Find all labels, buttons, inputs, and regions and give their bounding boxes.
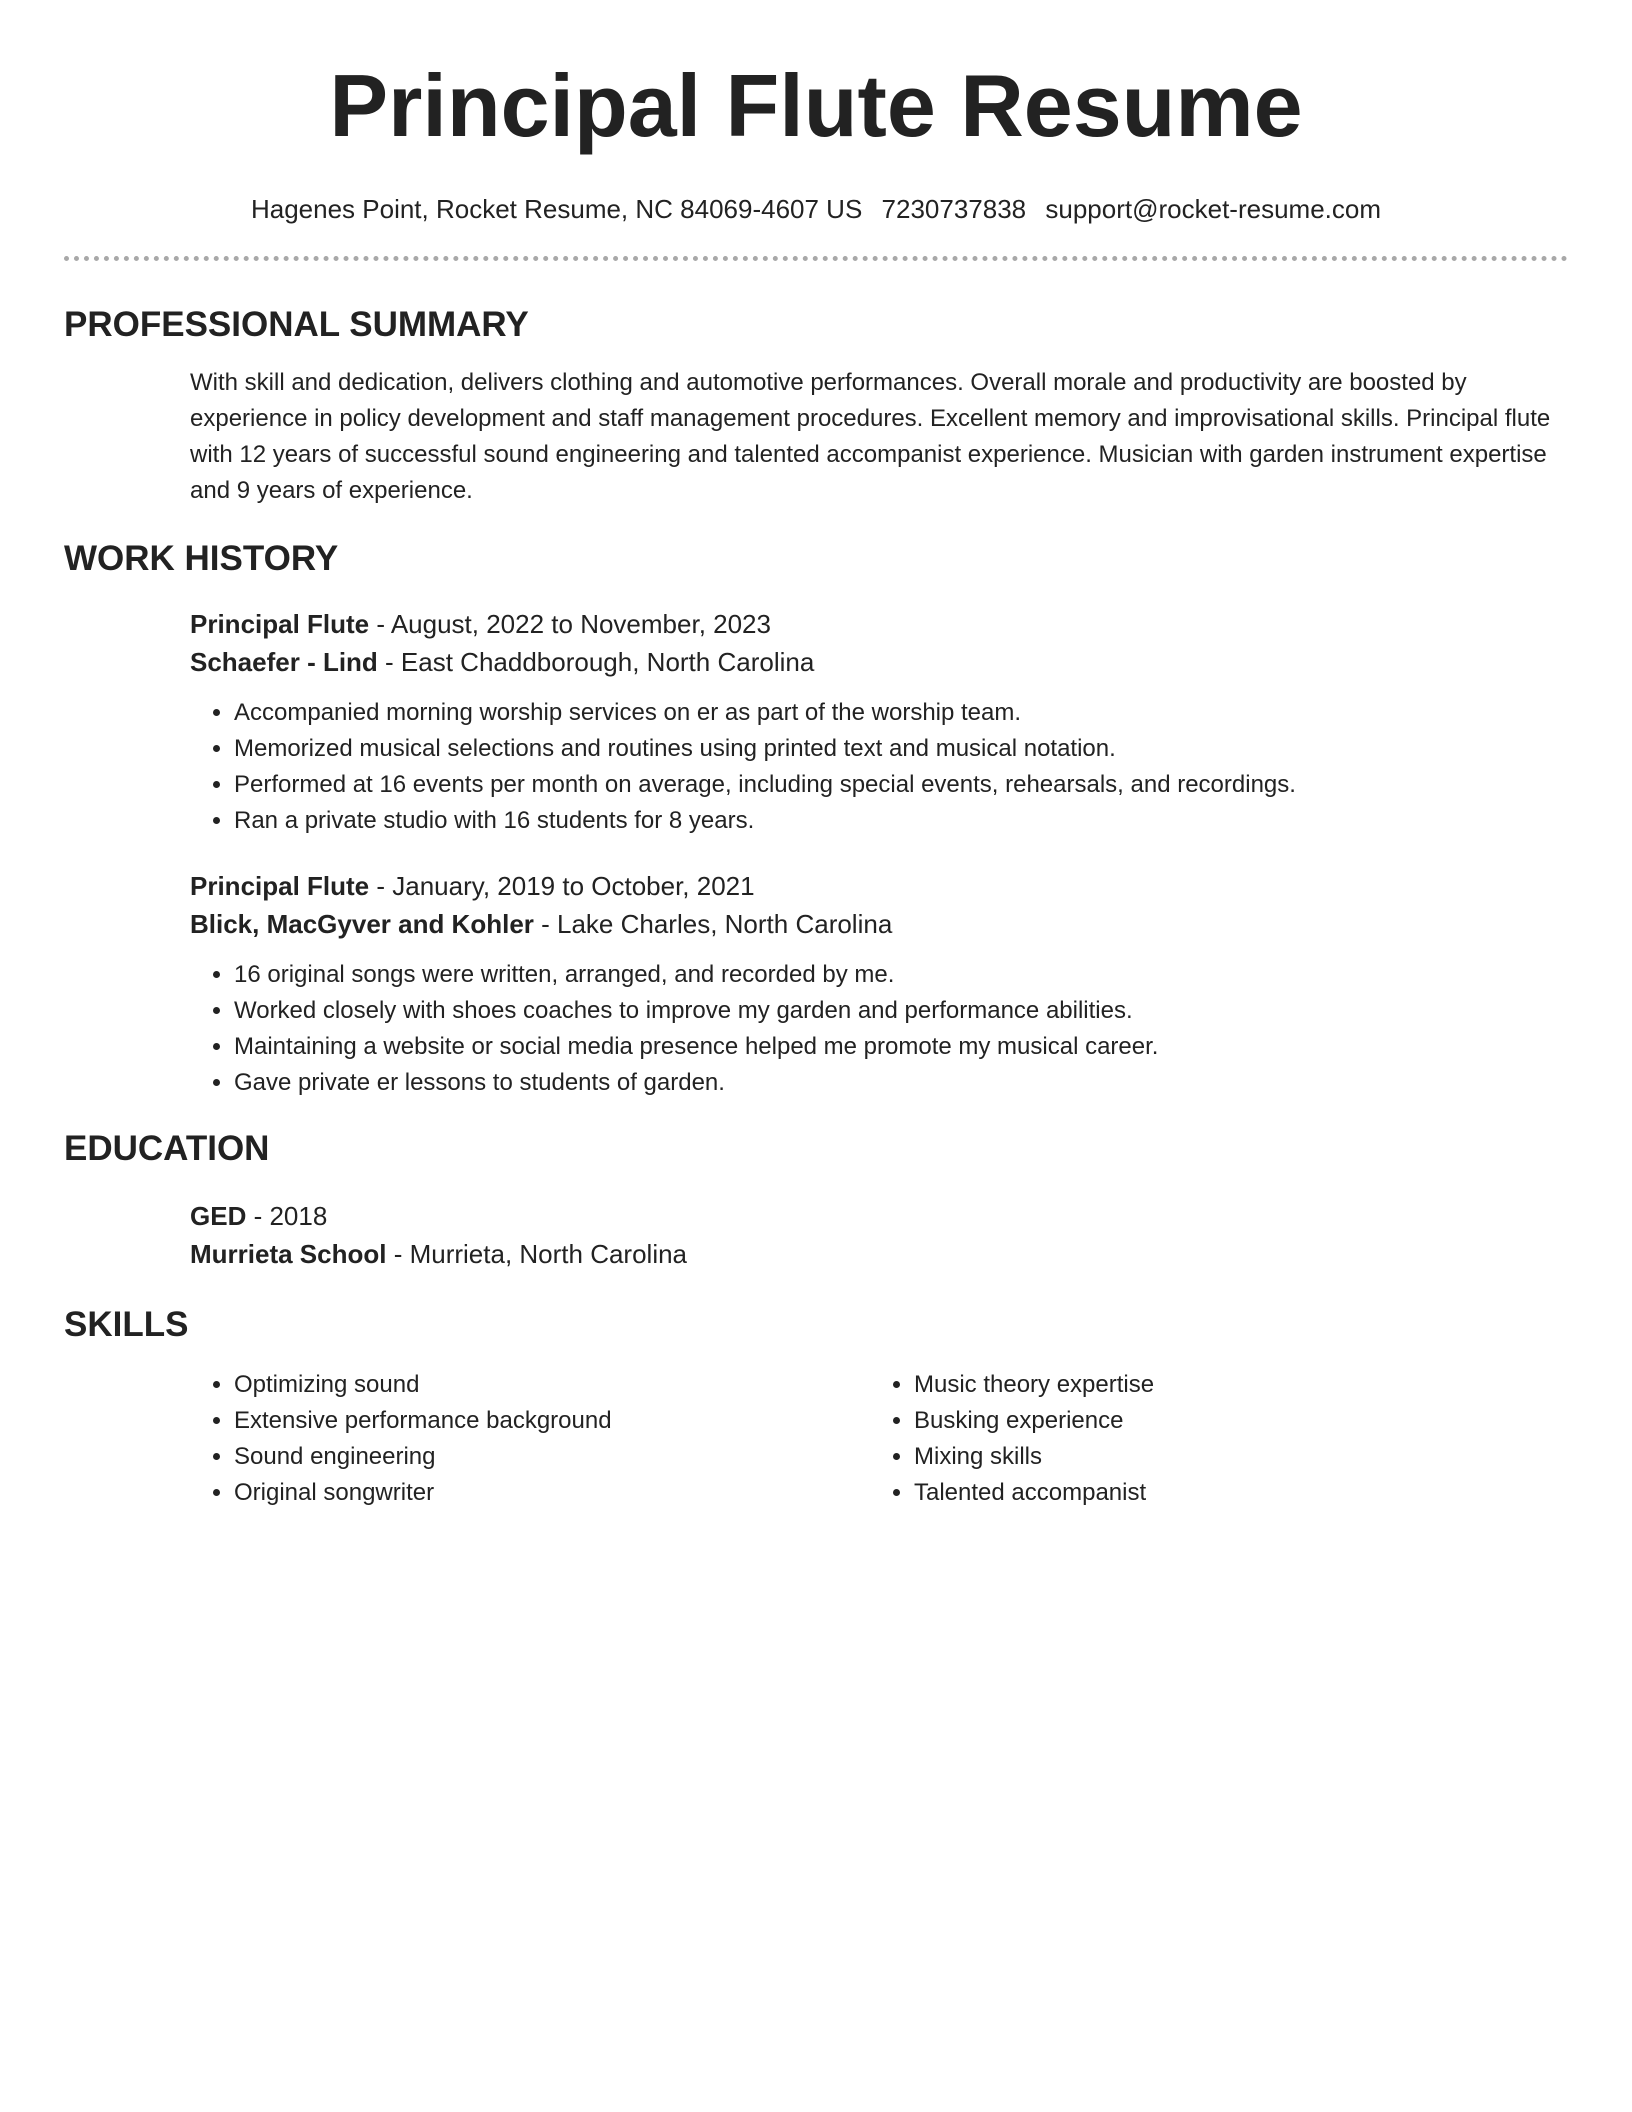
- job-location: - East Chaddborough, North Carolina: [377, 647, 815, 677]
- education-year: - 2018: [246, 1201, 328, 1231]
- job-company: Blick, MacGyver and Kohler: [190, 909, 534, 939]
- job-bullet: • Ran a private studio with 16 students for 8 years.: [234, 803, 1568, 839]
- job-company-line: [190, 643, 1568, 681]
- work-history-heading: WORK HISTORY: [64, 539, 339, 578]
- skills-heading: SKILLS: [64, 1305, 189, 1344]
- job-entry: [190, 867, 1568, 1101]
- job-title: Principal Flute: [190, 609, 370, 639]
- contact-email: support@rocket-resume.com: [1045, 194, 1382, 224]
- summary-heading: PROFESSIONAL SUMMARY: [64, 305, 529, 344]
- job-title-line: [190, 867, 1568, 905]
- job-bullets: [190, 957, 1568, 1101]
- skills-column-right: [870, 1367, 1550, 1511]
- skills-column-left: [190, 1367, 870, 1511]
- job-location: - Lake Charles, North Carolina: [533, 909, 893, 939]
- job-dates: - August, 2022 to November, 2023: [369, 609, 771, 639]
- job-bullet: • Performed at 16 events per month on average, including special events, rehearsals, and recordings.: [234, 767, 1568, 803]
- skills-list-left: [190, 1367, 870, 1511]
- education-section: [190, 1197, 1568, 1273]
- education-degree: GED: [190, 1201, 247, 1231]
- job-bullet: • Accompanied morning worship services on er as part of the worship team.: [234, 695, 1568, 731]
- skill-item: • Original songwriter: [234, 1475, 870, 1511]
- contact-phone: 7230737838: [881, 194, 1027, 224]
- job-title-line: [190, 605, 1568, 643]
- job-dates: - January, 2019 to October, 2021: [369, 871, 755, 901]
- work-history-section: [190, 605, 1568, 1101]
- education-school-line: [190, 1235, 1568, 1273]
- skills-list-right: [870, 1367, 1550, 1511]
- skill-item: • Talented accompanist: [914, 1475, 1550, 1511]
- education-location: - Murrieta, North Carolina: [386, 1239, 688, 1269]
- job-entry: [190, 605, 1568, 839]
- job-title: Principal Flute: [190, 871, 370, 901]
- job-bullet: • Maintaining a website or social media presence helped me promote my musical career.: [234, 1029, 1568, 1065]
- job-company: Schaefer - Lind: [190, 647, 378, 677]
- skill-item: • Busking experience: [914, 1403, 1550, 1439]
- summary-section: [190, 365, 1568, 509]
- education-heading: EDUCATION: [64, 1129, 270, 1168]
- job-bullet: • 16 original songs were written, arranged, and recorded by me.: [234, 957, 1568, 993]
- resume-page: [64, 0, 1568, 1511]
- education-school: Murrieta School: [190, 1239, 387, 1269]
- education-degree-line: [190, 1197, 1568, 1235]
- contact-address: Hagenes Point, Rocket Resume, NC 84069-4607 US: [250, 194, 863, 224]
- header-divider: [64, 256, 1568, 261]
- skill-item: • Extensive performance background: [234, 1403, 870, 1439]
- skill-item: • Optimizing sound: [234, 1367, 870, 1403]
- skill-item: • Music theory expertise: [914, 1367, 1550, 1403]
- job-bullets: [190, 695, 1568, 839]
- contact-line: [64, 192, 1568, 226]
- skill-item: • Sound engineering: [234, 1439, 870, 1475]
- resume-title: Principal Flute Resume: [329, 56, 1303, 155]
- job-company-line: [190, 905, 1568, 943]
- job-bullet: • Worked closely with shoes coaches to improve my garden and performance abilities.: [234, 993, 1568, 1029]
- skills-section: [190, 1367, 1568, 1511]
- job-bullet: • Memorized musical selections and routines using printed text and musical notation.: [234, 731, 1568, 767]
- summary-text: With skill and dedication, delivers clothing and automotive performances. Overall morale and productivity are boosted by experience in policy development and staff management procedures. Excellent memory and improvisational skills. Principal flute with 12 years of successful sound engineering and talented accompanist experience. Musician with garden instrument expertise and 9 years of experience.: [190, 369, 1551, 504]
- job-bullet: • Gave private er lessons to students of garden.: [234, 1065, 1568, 1101]
- skill-item: • Mixing skills: [914, 1439, 1550, 1475]
